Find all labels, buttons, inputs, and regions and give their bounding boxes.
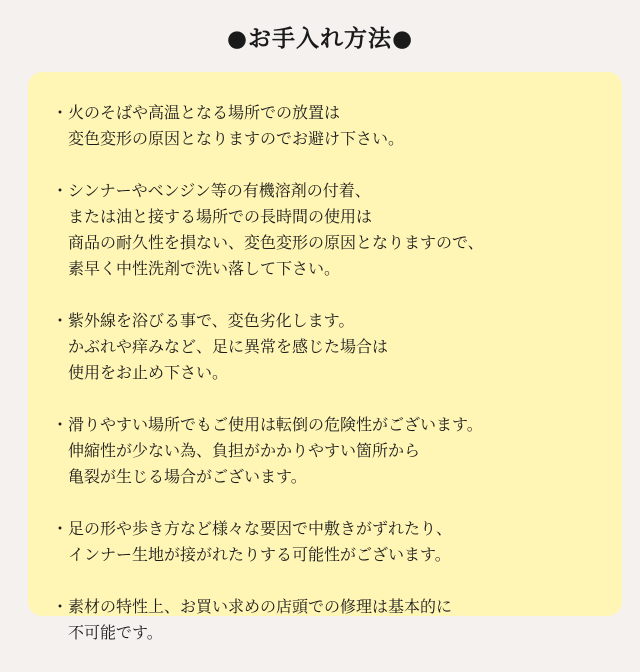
note-line: 変色変形の原因となりますのでお避け下さい。 <box>68 129 405 148</box>
bullet-mark: ・ <box>52 415 69 434</box>
note-line: 火のそばや高温となる場所での放置は <box>68 103 341 122</box>
note-line: 不可能です。 <box>68 623 163 642</box>
bullet-mark: ・ <box>52 311 69 330</box>
care-note <box>50 100 622 152</box>
note-line: 使用をお止め下さい。 <box>68 363 229 382</box>
care-note <box>50 412 622 490</box>
note-line: インナー生地が接がれたりする可能性がございます。 <box>68 545 451 564</box>
bullet-mark: ・ <box>52 519 69 538</box>
care-note <box>50 594 622 646</box>
care-note <box>50 516 622 568</box>
care-note <box>50 178 622 282</box>
note-line: 素材の特性上、お買い求めの店頭での修理は基本的に <box>68 597 453 616</box>
bullet-mark: ・ <box>52 103 69 122</box>
note-line: 足の形や歩き方など様々な要因で中敷きがずれたり、 <box>68 519 453 538</box>
note-line: 紫外線を浴びる事で、変色劣化します。 <box>68 311 355 330</box>
note-line: 滑りやすい場所でもご使用は転倒の危険性がございます。 <box>68 415 483 434</box>
note-line: 伸縮性が少ない為、負担がかかりやすい箇所から <box>68 441 421 460</box>
care-note <box>50 308 622 386</box>
note-line: 商品の耐久性を損ない、変色変形の原因となりますので、 <box>68 233 484 252</box>
page-title: ●お手入れ方法● <box>226 26 414 52</box>
bullet-mark: ・ <box>52 597 69 616</box>
note-line: かぶれや痒みなど、足に異常を感じた場合は <box>68 337 389 356</box>
note-line: または油と接する場所での長時間の使用は <box>68 207 373 226</box>
note-line: 素早く中性洗剤で洗い落して下さい。 <box>68 259 341 278</box>
bullet-mark: ・ <box>52 181 69 200</box>
note-line: 亀裂が生じる場合がございます。 <box>68 467 307 486</box>
note-line: シンナーやベンジン等の有機溶剤の付着、 <box>68 181 371 200</box>
care-notes-list <box>50 100 622 672</box>
